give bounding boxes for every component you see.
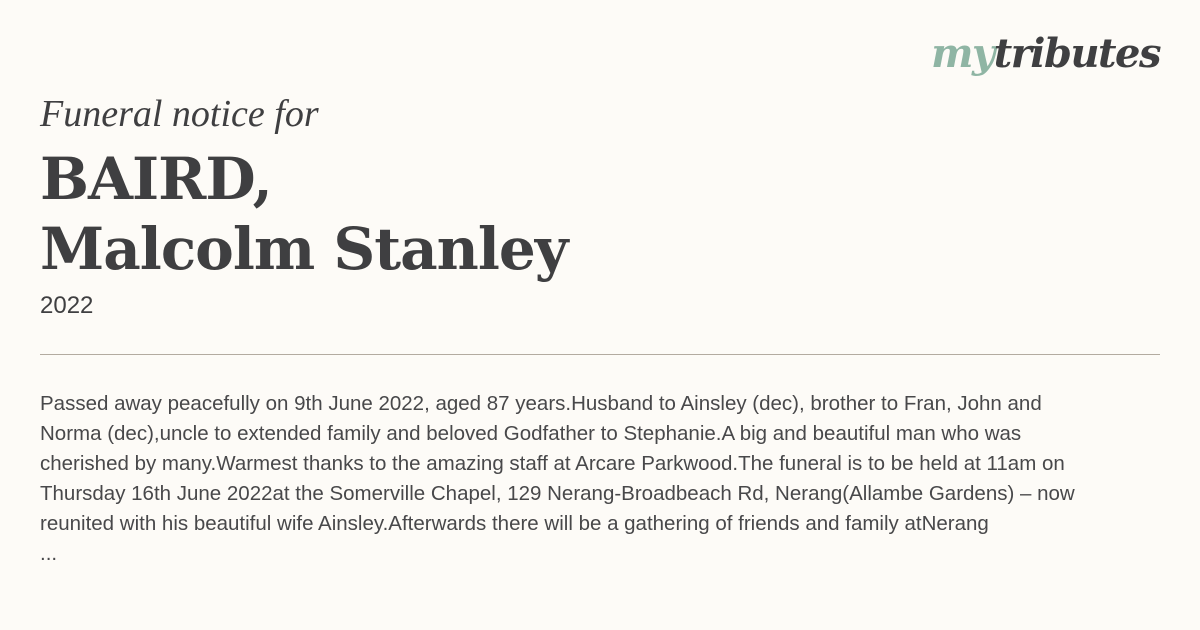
deceased-given-names: Malcolm Stanley [40,215,568,283]
notice-body-ellipsis: ... [40,542,58,565]
notice-body [40,389,1165,569]
logo-my: my [931,30,994,77]
notice-body-line: Norma (dec),uncle to extended family and beloved Godfather to Stephanie.A big and beautiful man who was [40,422,1022,445]
notice-body-line: reunited with his beautiful wife Ainsley.Afterwards there will be a gathering of friends and family atNerang [40,512,989,535]
logo-tributes: tributes [993,30,1160,77]
notice-body-line: Thursday 16th June 2022at the Somerville Chapel, 129 Nerang-Broadbeach Rd, Nerang(Allambe Gardens) – now [40,482,1075,505]
deceased-name [40,144,567,284]
notice-body-line: cherished by many.Warmest thanks to the amazing staff at Arcare Parkwood.The funeral is to be held at 11am on [40,452,1065,475]
deceased-surname: BAIRD, [40,145,272,213]
notice-body-line: Passed away peacefully on 9th June 2022, aged 87 years.Husband to Ainsley (dec), brother to Fran, John and [40,392,1042,415]
divider [40,354,1160,355]
mytributes-logo[interactable] [931,30,1160,77]
notice-eyebrow: Funeral notice for [40,93,319,135]
notice-year: 2022 [40,292,94,319]
